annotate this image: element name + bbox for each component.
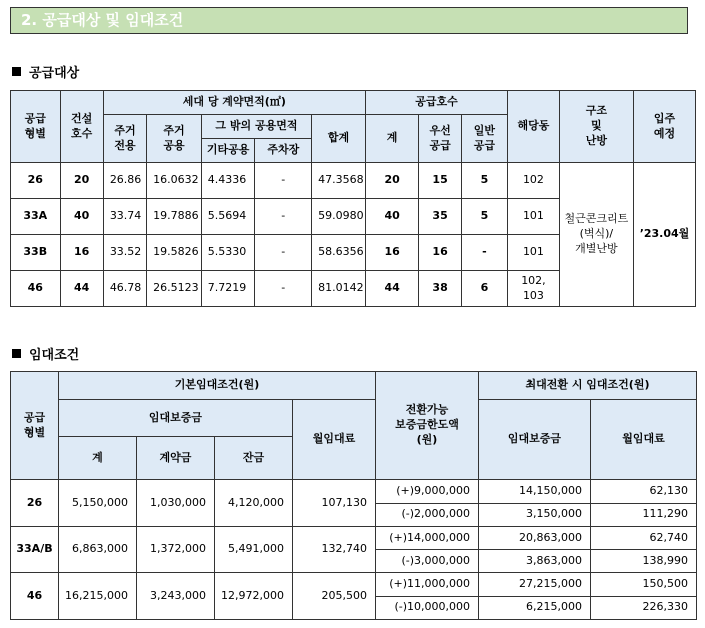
square-bullet-icon xyxy=(12,67,21,76)
cell-max-monthly: 138,990 xyxy=(591,550,697,573)
cell-units: 44 xyxy=(365,271,419,307)
cell-priority: 16 xyxy=(419,235,461,271)
hdr-structure: 구조 및 난방 xyxy=(559,91,633,163)
hdr-move-in: 입주 예정 xyxy=(633,91,695,163)
cell-dep-contract: 1,030,000 xyxy=(137,480,215,527)
cell-res-common: 26.5123 xyxy=(147,271,202,307)
cell-conv-limit: (-)2,000,000 xyxy=(376,503,479,526)
hdr-type: 공급 형별 xyxy=(11,372,59,480)
square-bullet-icon xyxy=(12,349,21,358)
hdr-building: 해당동 xyxy=(508,91,560,163)
cell-units: 20 xyxy=(365,163,419,199)
cell-conv-limit: (+)14,000,000 xyxy=(376,526,479,549)
cell-etc: 5.5330 xyxy=(201,235,255,271)
cell-max-monthly: 62,130 xyxy=(591,480,697,503)
cell-parking: - xyxy=(255,235,312,271)
cell-res-common: 16.0632 xyxy=(147,163,202,199)
cell-type: 26 xyxy=(11,163,61,199)
rent-title-text: 임대조건 xyxy=(29,348,80,363)
hdr-type: 공급 형별 xyxy=(11,91,61,163)
cell-priority: 15 xyxy=(419,163,461,199)
hdr-dep-balance: 잔금 xyxy=(215,436,293,480)
cell-max-deposit: 3,863,000 xyxy=(479,550,591,573)
cell-building: 101 xyxy=(508,235,560,271)
hdr-parking: 주차장 xyxy=(255,139,312,163)
table-row xyxy=(11,526,697,549)
table-row xyxy=(11,573,697,596)
cell-general: 6 xyxy=(461,271,507,307)
cell-dep-balance: 5,491,000 xyxy=(215,526,293,573)
cell-building: 102, 103 xyxy=(508,271,560,307)
rent-table xyxy=(10,371,697,620)
hdr-res-excl: 주거 전용 xyxy=(103,115,146,163)
hdr-dep-contract: 계약금 xyxy=(137,436,215,480)
hdr-max-deposit: 임대보증금 xyxy=(479,400,591,480)
cell-move-in: ’23.04월 xyxy=(633,163,695,307)
cell-dep-balance: 12,972,000 xyxy=(215,573,293,620)
cell-parking: - xyxy=(255,163,312,199)
cell-type: 46 xyxy=(11,271,61,307)
hdr-convertible: 전환가능 보증금한도액 (원) xyxy=(376,372,479,480)
cell-type: 46 xyxy=(11,573,59,620)
hdr-priority: 우선 공급 xyxy=(419,115,461,163)
cell-built: 20 xyxy=(60,163,103,199)
cell-type: 26 xyxy=(11,480,59,527)
cell-total: 47.3568 xyxy=(312,163,366,199)
cell-res-common: 19.5826 xyxy=(147,235,202,271)
section-banner: 2. 공급대상 및 임대조건 xyxy=(10,7,688,34)
cell-res-excl: 26.86 xyxy=(103,163,146,199)
cell-general: - xyxy=(461,235,507,271)
cell-conv-limit: (-)10,000,000 xyxy=(376,596,479,619)
cell-monthly: 107,130 xyxy=(293,480,376,527)
cell-max-deposit: 20,863,000 xyxy=(479,526,591,549)
cell-res-excl: 33.74 xyxy=(103,199,146,235)
cell-total: 59.0980 xyxy=(312,199,366,235)
hdr-built: 건설 호수 xyxy=(60,91,103,163)
hdr-units-total: 계 xyxy=(365,115,419,163)
hdr-monthly: 월임대료 xyxy=(293,400,376,480)
cell-max-monthly: 62,740 xyxy=(591,526,697,549)
supply-section-title xyxy=(12,62,79,81)
cell-general: 5 xyxy=(461,163,507,199)
rent-section-title xyxy=(12,344,79,363)
cell-structure: 철근콘크리트 (벽식)/ 개별난방 xyxy=(559,163,633,307)
hdr-etc-common: 기타공용 xyxy=(201,139,255,163)
cell-general: 5 xyxy=(461,199,507,235)
cell-max-monthly: 150,500 xyxy=(591,573,697,596)
cell-dep-total: 5,150,000 xyxy=(59,480,137,527)
cell-monthly: 132,740 xyxy=(293,526,376,573)
supply-table xyxy=(10,90,696,307)
cell-parking: - xyxy=(255,271,312,307)
cell-type: 33A xyxy=(11,199,61,235)
cell-monthly: 205,500 xyxy=(293,573,376,620)
cell-units: 16 xyxy=(365,235,419,271)
cell-res-excl: 46.78 xyxy=(103,271,146,307)
cell-type: 33B xyxy=(11,235,61,271)
hdr-res-common: 주거 공용 xyxy=(147,115,202,163)
cell-res-excl: 33.52 xyxy=(103,235,146,271)
cell-etc: 5.5694 xyxy=(201,199,255,235)
hdr-area-group: 세대 당 계약면적(㎡) xyxy=(103,91,365,115)
cell-max-deposit: 6,215,000 xyxy=(479,596,591,619)
cell-parking: - xyxy=(255,199,312,235)
hdr-max-monthly: 월임대료 xyxy=(591,400,697,480)
cell-dep-total: 16,215,000 xyxy=(59,573,137,620)
cell-max-deposit: 27,215,000 xyxy=(479,573,591,596)
supply-title-text: 공급대상 xyxy=(29,66,80,81)
hdr-units-group: 공급호수 xyxy=(365,91,507,115)
cell-conv-limit: (-)3,000,000 xyxy=(376,550,479,573)
cell-built: 16 xyxy=(60,235,103,271)
hdr-max-group: 최대전환 시 임대조건(원) xyxy=(479,372,697,400)
cell-units: 40 xyxy=(365,199,419,235)
cell-etc: 7.7219 xyxy=(201,271,255,307)
hdr-general: 일반 공급 xyxy=(461,115,507,163)
cell-built: 44 xyxy=(60,271,103,307)
cell-dep-contract: 3,243,000 xyxy=(137,573,215,620)
hdr-dep-total: 계 xyxy=(59,436,137,480)
cell-dep-balance: 4,120,000 xyxy=(215,480,293,527)
cell-max-deposit: 3,150,000 xyxy=(479,503,591,526)
hdr-basic-group: 기본임대조건(원) xyxy=(59,372,376,400)
cell-max-monthly: 111,290 xyxy=(591,503,697,526)
cell-priority: 35 xyxy=(419,199,461,235)
cell-max-monthly: 226,330 xyxy=(591,596,697,619)
hdr-deposit-group: 임대보증금 xyxy=(59,400,293,436)
cell-conv-limit: (+)11,000,000 xyxy=(376,573,479,596)
table-row xyxy=(11,163,696,199)
cell-building: 101 xyxy=(508,199,560,235)
hdr-other-common: 그 밖의 공용면적 xyxy=(201,115,311,139)
cell-conv-limit: (+)9,000,000 xyxy=(376,480,479,503)
hdr-total: 합계 xyxy=(312,115,366,163)
cell-type: 33A/B xyxy=(11,526,59,573)
cell-dep-total: 6,863,000 xyxy=(59,526,137,573)
cell-building: 102 xyxy=(508,163,560,199)
table-row xyxy=(11,480,697,503)
cell-res-common: 19.7886 xyxy=(147,199,202,235)
cell-built: 40 xyxy=(60,199,103,235)
cell-total: 58.6356 xyxy=(312,235,366,271)
cell-priority: 38 xyxy=(419,271,461,307)
cell-etc: 4.4336 xyxy=(201,163,255,199)
cell-max-deposit: 14,150,000 xyxy=(479,480,591,503)
cell-dep-contract: 1,372,000 xyxy=(137,526,215,573)
cell-total: 81.0142 xyxy=(312,271,366,307)
